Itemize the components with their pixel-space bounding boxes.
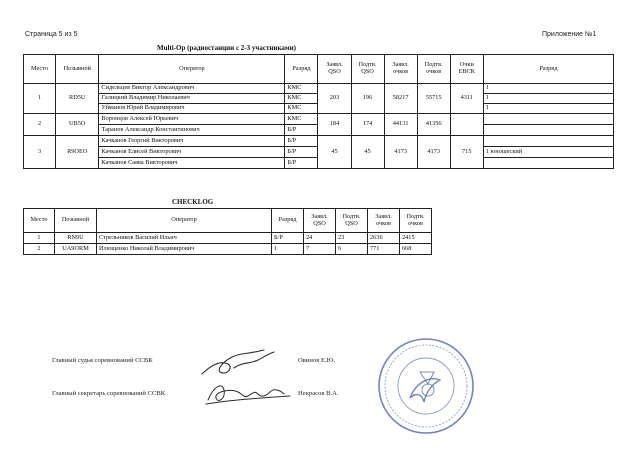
grade-cell	[483, 158, 613, 169]
evsk-cell	[450, 114, 483, 136]
claimed-points-cell: 58217	[384, 84, 417, 114]
col-place: Место	[24, 209, 55, 233]
confirmed-qso-cell: 6	[336, 244, 368, 255]
claimed-qso-cell: 184	[318, 114, 351, 136]
col-rank: Разряд	[272, 209, 304, 233]
multiop-caption: Multi-Op (радиостанции с 2-3 участниками)	[157, 44, 297, 52]
col-confirmed-qso: Подтв. QSO	[336, 209, 368, 233]
rank-cell: КМС	[285, 104, 318, 114]
operator-cell: Илющенко Николай Владимирович	[97, 244, 272, 255]
operator-cell: Стрельников Василий Ильич	[97, 233, 272, 244]
col-claimed-points: Заявл. очков	[384, 55, 417, 84]
grade-cell: 1	[483, 84, 613, 94]
operator-cell: Таранов Александр Константинович	[99, 125, 285, 136]
claimed-points-cell: 771	[368, 244, 400, 255]
col-confirmed-points: Подтв. очков	[417, 55, 450, 84]
callsign-cell: R9OEO	[56, 136, 99, 169]
page-number: Страница 5 из 5	[25, 31, 78, 38]
col-claimed-qso: Заявл. QSO	[318, 55, 351, 84]
judge-title: Главный судья соревнований ССВК	[52, 357, 153, 364]
confirmed-qso-cell: 45	[351, 136, 384, 169]
place-cell: 3	[24, 136, 56, 169]
grade-cell: 1	[483, 104, 613, 114]
claimed-points-cell: 44131	[384, 114, 417, 136]
col-claimed-qso: Заявл. QSO	[304, 209, 336, 233]
checklog-table	[23, 208, 432, 255]
rank-cell: КМС	[285, 114, 318, 125]
operator-cell: Качканов Елисей Викторович	[99, 147, 285, 158]
grade-cell	[483, 136, 613, 147]
callsign-cell: UB5O	[56, 114, 99, 136]
rank-cell: Б/Р	[285, 147, 318, 158]
operator-cell: Качканов Савва Викторович	[99, 158, 285, 169]
appendix-label: Приложение №1	[542, 31, 597, 38]
col-claimed-points: Заявл. очков	[368, 209, 400, 233]
confirmed-points-cell: 2415	[400, 233, 432, 244]
operator-cell: Воронцов Алексей Юрьевич	[99, 114, 285, 125]
callsign-cell: RN9U	[55, 233, 97, 244]
confirmed-points-cell: 668	[400, 244, 432, 255]
callsign-cell: UA9ORM	[55, 244, 97, 255]
col-operator: Оператор	[99, 55, 285, 84]
secretary-signature	[200, 378, 296, 408]
callsign-cell: RD5U	[56, 84, 99, 114]
place-cell: 2	[24, 114, 56, 136]
confirmed-qso-cell: 196	[351, 84, 384, 114]
claimed-qso-cell: 45	[318, 136, 351, 169]
rank-cell: Б/Р	[285, 125, 318, 136]
col-evsk: Очки ЕВСК	[450, 55, 483, 84]
table-row	[24, 244, 432, 255]
col-callsign: Позывной	[55, 209, 97, 233]
claimed-points-cell: 4173	[384, 136, 417, 169]
grade-cell	[483, 114, 613, 125]
col-callsign: Позывной	[56, 55, 99, 84]
place-cell: 1	[24, 84, 56, 114]
rank-cell: 1	[272, 244, 304, 255]
checklog-caption: CHECKLOG	[172, 198, 214, 206]
table-row	[24, 233, 432, 244]
confirmed-qso-cell: 23	[336, 233, 368, 244]
operator-cell: Галицкий Владимир Николаевич	[99, 94, 285, 104]
rank-cell: КМС	[285, 94, 318, 104]
claimed-points-cell: 2636	[368, 233, 400, 244]
rank-cell: Б/Р	[285, 158, 318, 169]
multiop-table	[23, 54, 614, 169]
grade-cell: 1	[483, 94, 613, 104]
judge-name: Овинов Е.Ю.	[298, 357, 336, 364]
table-row	[24, 136, 614, 147]
place-cell: 2	[24, 244, 55, 255]
confirmed-points-cell: 4173	[417, 136, 450, 169]
col-rank: Разряд	[285, 55, 318, 84]
confirmed-qso-cell: 174	[351, 114, 384, 136]
claimed-qso-cell: 24	[304, 233, 336, 244]
judge-signature	[198, 346, 288, 380]
place-cell: 1	[24, 233, 55, 244]
rank-cell: КМС	[285, 84, 318, 94]
evsk-cell: 715	[450, 136, 483, 169]
col-confirmed-qso: Подтв. QSO	[351, 55, 384, 84]
grade-cell	[483, 125, 613, 136]
multiop-header-row	[24, 55, 614, 84]
claimed-qso-cell: 7	[304, 244, 336, 255]
secretary-name: Некрасов В.А.	[298, 390, 339, 397]
operator-cell: Качканов Георгий Викторович	[99, 136, 285, 147]
table-row	[24, 114, 614, 125]
col-operator: Оператор	[97, 209, 272, 233]
secretary-title: Главный секретарь соревнований ССВК	[52, 390, 166, 397]
rank-cell: Б/Р	[285, 136, 318, 147]
claimed-qso-cell: 203	[318, 84, 351, 114]
col-place: Место	[24, 55, 56, 84]
confirmed-points-cell: 41356	[417, 114, 450, 136]
rank-cell: Б/Р	[272, 233, 304, 244]
operator-cell: Сидельцев Виктор Александрович	[99, 84, 285, 94]
operator-cell: Уйманов Юрий Владимирович	[99, 104, 285, 114]
grade-cell: 1 юношеский	[483, 147, 613, 158]
confirmed-points-cell: 55715	[417, 84, 450, 114]
official-stamp	[376, 336, 476, 436]
checklog-header-row	[24, 209, 432, 233]
col-grade: Разряд	[483, 55, 613, 84]
table-row	[24, 84, 614, 94]
col-confirmed-points: Подтв. очков	[400, 209, 432, 233]
evsk-cell: 4311	[450, 84, 483, 114]
